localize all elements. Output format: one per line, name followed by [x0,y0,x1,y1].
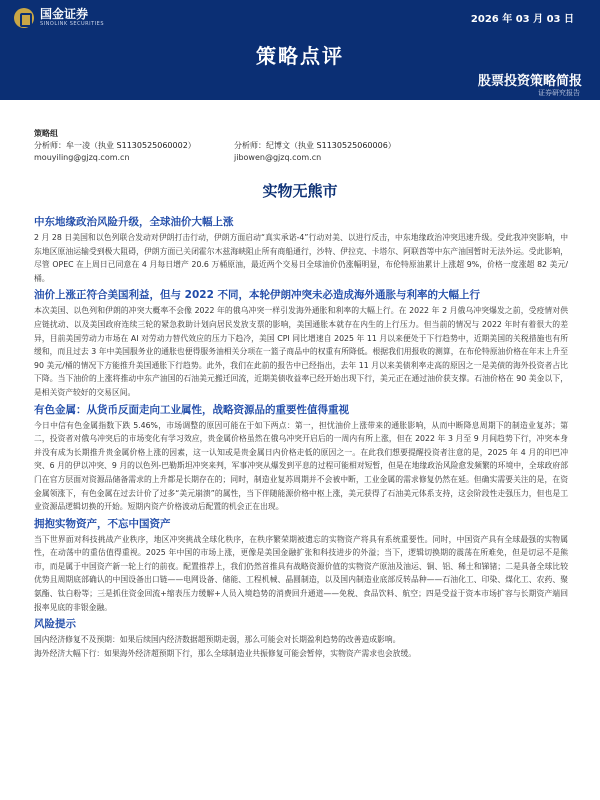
document-title: 实物无熊市 [262,182,338,200]
analyst-2: 分析师：纪博文（执业 S1130525060006） [234,141,396,150]
analyst-2-email[interactable]: jibowen@gjzq.com.cn [234,153,322,162]
section-heading: 有色金属：从货币反面走向工业属性，战略资源品的重要性值得重视 [34,403,349,416]
report-header [0,0,600,100]
risk-heading: 风险提示 [34,618,76,631]
risk-paragraph: 国内经济修复不及预期：如果后续国内经济数据超预期走弱，那么可能会对长期盈利趋势的改善造成影响。 海外经济大幅下行：如果海外经济超预期下行，那么全球制造业共振修复可能会暂停，实物资产需求也会放缓。 [34,635,417,658]
analyst-group: 策略组 [34,129,58,138]
analyst-1-email[interactable]: mouyiling@gjzq.com.cn [34,153,130,162]
section-heading: 拥抱实物资产，不忘中国资产 [34,517,171,530]
section-paragraph: 当下世界面对科技挑战产业秩序，地区冲突挑战全球化秩序，在秩序繁荣期被遗忘的实物资产将具有系统重要性。同时，中国资产具有全球最强的实物属性，在动荡中的重估值得重视。2025 年中国的市场上涨，更像是美国金融扩张和科技进步的外溢；当下，逻辑切换期的震荡在所难免，但是切忌不是熊市，而是属于中国资产新一轮上行的前夜。配置推荐上，我们仍然首推具有战略资源价值的实物资产原油及油运、铜、铝、稀土和锑锗；二是具备全球比较优势且周期底部确认的中国设备出口链——电网设备、储能、工程机械、晶圆制造，以及国内制造业底部反转品种——石油化工、印染、煤化工、农药、聚氨酯、钛白粉等；三是抓住资金回流+缩表压力缓解+人员入境趋势的消费回升通道——免税、食品饮料、航空；四是受益于资本市场扩容与长期资产端回报率见底的非银金融。 [34,534,568,612]
logo-name-en: SINOLINK SECURITIES [40,21,104,27]
logo-icon [14,8,34,28]
report-date: 2026 年 03 月 03 日 [470,14,574,25]
section-heading: 中东地缘政治风险升级，全球油价大幅上涨 [34,216,234,228]
section-paragraph: 今日中信有色金属指数下跌 5.46%，市场调整的原因可能在于如下两点：第一，担忧油价上涨带来的通胀影响，从而中断降息周期下的制造业复苏；第二，投资者对俄乌冲突后的市场变化有学习效应，贵金属价格虽然在俄乌冲突开启后的一周内有所上涨，但在 2022 年 3 月至 9 月间趋势下行，冲突本身并没有成为长期推升贵金属价格上涨的因素，这一认知或是贵金属日内价格走低的原因之一。在此我们想要提醒投资者注意的是，2025 年 4 月的印巴冲突、6 月的伊以冲突、9 月的以色列-巴勒斯坦冲突来判，军事冲突从爆发到平息的过程可能相对短暂，但是在地缘政治风险愈发频繁的环境中，全球政府部门在官方层面对资源品储备需求的上升都是长期存在的；同时，制造业复苏周期并不会被中断，工业金属的需求修复仍然在延。但确实需要关注的是，在资金属领涨下，有色金属在过去计价了过多“美元崩溃”的属性，当下伴随能源价格中枢上涨，美元获得了石油美元体系支持，这会阶段性走强压力，但也是工业资源品逻辑切换的开始。短期内资产价格波动后配置的机会正在出现。 [34,420,568,512]
section-paragraph: 2 月 28 日美国和以色列联合发动对伊朗打击行动，伊朗方面启动“真实承诺-4”行动对美、以进行反击，中东地缘政治冲突迅速升级。受此我冲突影响，中东地区原油运输受到极大阻碍，伊朗方面已关闭霍尔木兹海峡阻止所有商船通行，沙特、伊拉克、卡塔尔、阿联酋等中东产油国暂时无法外运。受此影响，尽管 OPEC 在上周日已同意在 4 月每日增产 20.6 万桶原油，最近两个交易日全球油价仍涨幅明显，布伦特原油累计上涨超 9%，价格一度涨超 82 美元/桶。 [34,233,568,283]
report-category-title: 策略点评 [256,44,344,68]
analyst-block [34,128,574,164]
report-type: 股票投资策略简报 [477,74,582,89]
report-subtype: 证券研究报告 [538,89,580,97]
section-paragraph: 本次美国、以色列和伊朗的冲突大概率不会像 2022 年的俄乌冲突一样引发海外通胀和利率的大幅上行。在 2022 年 2 月俄乌冲突爆发之前，受疫情对供应链扰动、以及美国政府连续三轮的紧急救助计划向居民发放支票的影响，美国通胀本就存在内生的上行压力。但当前的情况与 2022 年时有着很大的差异，目前美国劳动力市场在 AI 对劳动力替代效应的压力下趋冷，美国 CPI 同比增速自 2025 年 11 月以来便处于下行趋势中，近期美国的关税措施也有所缓和，而且过去 3 年中美国服务业的通胀也便得服务油相关分项在一篮子商品中的权重有所降低。根据我们用报收的测算，在布伦特原油价格在年末上升至 90 美元/桶的情况下方能推升美国通胀下行趋势。此外，我们在此前的报告中已经指出，去年 11 月以来美债利率走高的原因之一是美债的海外投资者占比下降。当下油价的上涨将推动中东产油国的石油美元搬迁回流，近期美债收益率已经开始出现下行，美元正在通过油价获支撑。石油价格在 90 美金以下，是相关资产较好的交易区间。 [34,306,568,397]
logo-name-cn: 国金证券 [40,7,89,21]
report-body [34,212,568,660]
company-logo [14,8,104,28]
analyst-1: 分析师：牟一凌（执业 S1130525060002） [34,141,196,150]
section-heading: 油价上涨正符合美国利益，但与 2022 不同，本轮伊朗冲突未必造成海外通胀与利率的大幅上行 [34,289,481,302]
